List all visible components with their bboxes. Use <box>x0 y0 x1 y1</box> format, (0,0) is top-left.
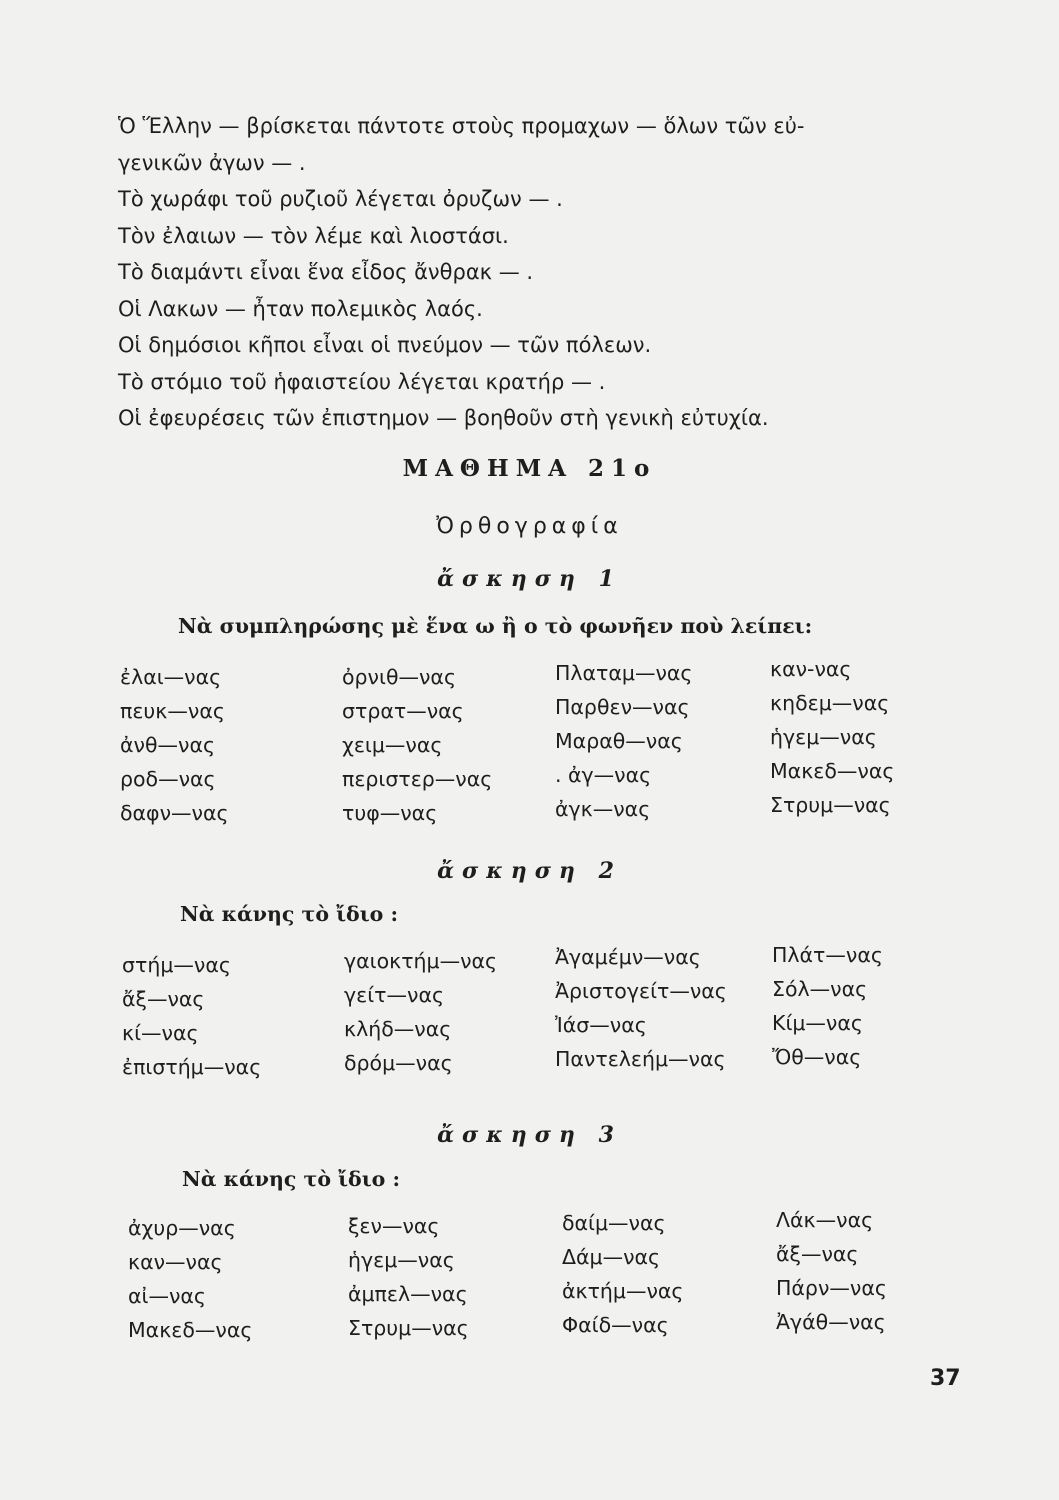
word-item: Λάκ—νας <box>776 1208 874 1232</box>
word-item: ἀγκ—νας <box>555 797 651 821</box>
word-item: ροδ—νας <box>120 767 216 791</box>
word-item: . ἀγ—νας <box>555 763 652 787</box>
word-item: ὀρνιθ—νας <box>342 665 456 689</box>
word-item: περιστερ—νας <box>342 767 493 791</box>
exercise-1-instruction: Νὰ συμπληρώσης μὲ ἕνα ω ἢ ο τὸ φωνῆεν ποὺ λείπει: <box>178 614 813 638</box>
word-item: Παντελεήμ—νας <box>555 1047 726 1071</box>
exercise-1-title: ἄσκηση 1 <box>437 566 622 592</box>
lesson-title: ΜΑΘΗΜΑ 21ο <box>402 455 657 482</box>
word-item: δαίμ—νας <box>562 1211 666 1235</box>
word-item: Πλαταμ—νας <box>555 661 693 685</box>
word-item: Σόλ—νας <box>772 977 868 1001</box>
intro-sentences <box>118 108 948 437</box>
word-item: Κίμ—νας <box>772 1011 863 1035</box>
exercise-2-column <box>122 948 261 1084</box>
exercise-1-column <box>770 652 894 822</box>
word-item: καν—νας <box>128 1250 223 1274</box>
exercise-3-column <box>562 1206 683 1342</box>
word-item: γαιοκτήμ—νας <box>344 949 498 973</box>
exercise-1-column <box>120 660 229 830</box>
word-item: Μακεδ—νας <box>770 759 895 783</box>
exercise-1-column <box>555 656 692 826</box>
word-item: Ἀριστογείτ—νας <box>555 979 727 1003</box>
word-item: γείτ—νας <box>344 983 444 1007</box>
word-item: αἰ—νας <box>128 1284 206 1308</box>
exercise-3-column <box>128 1211 252 1347</box>
exercise-3-column <box>348 1209 469 1345</box>
intro-line: Οἱ ἐφευρέσεις τῶν ἐπιστημον — βοηθοῦν στὴ γενικὴ εὐτυχία. <box>118 406 769 430</box>
exercise-2-column <box>555 940 727 1076</box>
intro-line: γενικῶν ἀγων — . <box>118 150 306 175</box>
word-item: Μαραθ—νας <box>555 729 683 753</box>
word-item: ἀνθ—νας <box>120 733 216 757</box>
word-item: Δάμ—νας <box>562 1245 661 1269</box>
word-item: ἐπιστήμ—νας <box>122 1055 262 1079</box>
word-item: στρατ—νας <box>342 699 464 723</box>
word-item: ξεν—νας <box>348 1214 440 1238</box>
word-item: ἄξ—νας <box>776 1242 859 1266</box>
word-item: ἡγεμ—νας <box>770 725 877 749</box>
word-item: Στρυμ—νας <box>348 1316 469 1340</box>
intro-line: Οἱ Λακων — ἦταν πολεμικὸς λαός. <box>118 296 483 321</box>
intro-line: Τὸ στόμιο τοῦ ἡφαιστείου λέγεται κρατήρ — . <box>118 369 606 394</box>
word-item: τυφ—νας <box>342 801 438 825</box>
word-item: κλήδ—νας <box>344 1017 452 1041</box>
exercise-3-title: ἄσκηση 3 <box>437 1122 622 1148</box>
word-item: Στρυμ—νας <box>770 793 891 817</box>
word-item: Ἀγάθ—νας <box>776 1310 886 1334</box>
word-item: ἀχυρ—νας <box>128 1216 236 1240</box>
exercise-2-column <box>344 944 497 1080</box>
intro-line: Τὸ χωράφι τοῦ ρυζιοῦ λέγεται ὀρυζων — . <box>118 187 563 211</box>
word-item: χειμ—νας <box>342 733 443 757</box>
word-item: Ἰάσ—νας <box>555 1013 647 1037</box>
word-item: ἀκτήμ—νας <box>562 1279 684 1303</box>
word-item: καν-νας <box>770 657 852 681</box>
intro-line: Οἱ δημόσιοι κῆποι εἶναι οἱ πνεύμον — τῶν πόλεων. <box>118 333 652 357</box>
word-item: στήμ—νας <box>122 953 231 977</box>
word-item: Παρθεν—νας <box>555 695 690 719</box>
word-item: κί—νας <box>122 1021 199 1045</box>
exercise-3-instruction: Νὰ κάνης τὸ ἴδιο : <box>182 1167 401 1191</box>
word-item: Φαίδ—νας <box>562 1313 669 1337</box>
word-item: ἄξ—νας <box>122 987 205 1011</box>
word-item: κηδεμ—νας <box>770 691 890 715</box>
page-number: 37 <box>930 1366 961 1391</box>
exercise-2-title: ἄσκηση 2 <box>437 858 622 884</box>
word-item: ἀμπελ—νας <box>348 1282 468 1306</box>
word-item: δρόμ—νας <box>344 1051 453 1075</box>
exercise-1-column <box>342 660 492 830</box>
exercise-2-column <box>772 938 883 1074</box>
intro-line: Τὸ διαμάντι εἶναι ἕνα εἶδος ἄνθρακ — . <box>118 260 534 284</box>
intro-line: Τὸν ἐλαιων — τὸν λέμε καὶ λιοστάσι. <box>118 223 509 248</box>
word-item: Ὄθ—νας <box>772 1045 862 1069</box>
intro-line: Ὁ Ἕλλην — βρίσκεται πάντοτε στοὺς προμαχων — ὅλων τῶν εὐ- <box>118 114 805 138</box>
exercise-2-instruction: Νὰ κάνης τὸ ἴδιο : <box>180 902 399 926</box>
exercise-3-column <box>776 1203 887 1339</box>
word-item: Μακεδ—νας <box>128 1318 253 1342</box>
word-item: ἡγεμ—νας <box>348 1248 455 1272</box>
word-item: πευκ—νας <box>120 699 225 723</box>
word-item: δαφν—νας <box>120 801 229 825</box>
word-item: ἐλαι—νας <box>120 665 222 689</box>
word-item: Πλάτ—νας <box>772 943 883 967</box>
lesson-subtitle: Ὀρθογραφία <box>436 514 623 539</box>
word-item: Πάρν—νας <box>776 1276 887 1300</box>
word-item: Ἀγαμέμν—νας <box>555 945 701 969</box>
